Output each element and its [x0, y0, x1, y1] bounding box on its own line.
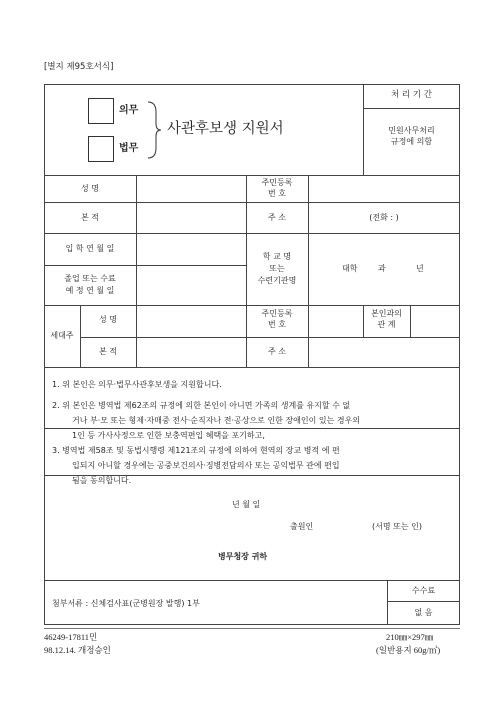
- sign-or-seal: (서명 또는 인): [372, 522, 422, 531]
- school-label-1: 학 교 명: [262, 252, 292, 261]
- school-label-3: 수련기관명: [257, 276, 297, 285]
- householder-name-label: 성 명: [99, 315, 117, 324]
- graduation-label-1: 졸업 또는 수료: [64, 274, 116, 283]
- householder-name-field[interactable]: [137, 306, 245, 337]
- householder-resident-no-field[interactable]: [309, 306, 362, 337]
- domicile-label: 본 적: [81, 213, 99, 222]
- processing-period-value-1: 민원사무처리: [388, 126, 435, 135]
- resident-no-label-1: 주민등록: [261, 178, 293, 187]
- statement-3-line-2: 입되지 아니할 경우에는 공중보건의사·징병전담의사 또는 공익법무 관에 편입: [72, 461, 340, 470]
- checkbox-medical[interactable]: [88, 98, 114, 124]
- householder-resident-no-label-1: 주민등록: [261, 309, 293, 318]
- university-label: 대학: [342, 264, 358, 273]
- statement-1: 1. 위 본인은 의무·법무사관후보생을 지원합니다.: [52, 380, 222, 389]
- admission-date-field[interactable]: [137, 234, 245, 265]
- brace-icon: [146, 100, 162, 160]
- householder-relation-field[interactable]: [411, 306, 459, 337]
- processing-divider: [363, 108, 460, 109]
- householder-domicile-field[interactable]: [137, 338, 245, 367]
- col-line: [80, 305, 81, 367]
- fee-label: 수수료: [411, 586, 436, 595]
- householder-address-label: 주 소: [268, 347, 286, 356]
- householder-domicile-label: 본 적: [99, 347, 117, 356]
- address-label: 주 소: [268, 213, 286, 222]
- form-number: [별지 제95호서식]: [44, 62, 114, 72]
- paper-type: (일반용지 60g/㎡): [376, 645, 441, 655]
- row-line: [44, 233, 460, 234]
- statement-3-line-3: 됨을 동의합니다.: [72, 476, 132, 485]
- checkbox-legal[interactable]: [88, 136, 114, 162]
- householder-relation-label-1: 본인과의: [371, 309, 402, 318]
- school-label-2: 또는: [269, 264, 285, 273]
- resident-no-field[interactable]: [309, 176, 459, 202]
- page-title: 사관후보생 지원서: [167, 121, 284, 137]
- statement-3-line-1: 3. 병역법 제58조 및 동법시행령 제121조의 규정에 의하여 현역의 장교 병적 에 편: [52, 446, 340, 455]
- row-line: [44, 305, 460, 306]
- recipient: 병무청장 귀하: [218, 552, 268, 561]
- phone-label: (전화 : ): [369, 213, 399, 222]
- department-label: 과: [378, 264, 386, 273]
- name-label: 성 명: [81, 184, 99, 193]
- attachment-list: 첨부서류 : 신체검사표(군병원장 발행) 1부: [52, 599, 200, 608]
- processing-period-value-2: 규정에 의함: [390, 137, 433, 146]
- name-field[interactable]: [137, 176, 245, 202]
- applicant-label: 출원인: [290, 522, 314, 531]
- statement-2-line-2: 거나 부·모 또는 형제·자매중 전사·순직자나 전·공상으로 인한 장애인이 있는 경우의: [72, 416, 361, 425]
- checkbox-legal-label: 법무: [119, 143, 139, 154]
- graduation-label-2: 예 정 연 월 일: [65, 286, 115, 295]
- householder-address-field[interactable]: [309, 338, 459, 367]
- statement-2-line-1: 2. 위 본인은 병역법 제62조의 규정에 의한 본인이 아니면 가족의 생계를 유지할 수 없: [52, 401, 351, 410]
- signature-date: 년 월 일: [232, 500, 261, 509]
- statement-2-line-3: 1인 등 가사사정으로 인한 보충역편입 혜택을 포기하고,: [72, 431, 265, 440]
- admission-date-label: 입 학 연 월 일: [65, 244, 115, 253]
- grade-label: 년: [416, 264, 424, 273]
- domicile-field[interactable]: [137, 203, 245, 233]
- doc-code: 46249-17811민: [44, 632, 98, 642]
- processing-period-label: 처 리 기 간: [391, 90, 432, 100]
- checkbox-medical-label: 의무: [119, 105, 139, 116]
- householder-label: 세대주: [50, 331, 74, 340]
- fee-line: [387, 601, 460, 602]
- householder-relation-label-2: 관 계: [377, 320, 396, 329]
- paper-size: 210㎜×297㎜: [386, 632, 434, 642]
- footer-rule: [44, 628, 460, 629]
- row-line: [44, 367, 460, 368]
- fee-value: 없 음: [414, 608, 433, 617]
- resident-no-label-2: 번 호: [268, 189, 286, 198]
- graduation-date-field[interactable]: [137, 266, 245, 305]
- approval-date: 98.12.14. 개정승인: [44, 645, 111, 655]
- row-line: [44, 202, 460, 203]
- householder-resident-no-label-2: 번 호: [268, 320, 286, 329]
